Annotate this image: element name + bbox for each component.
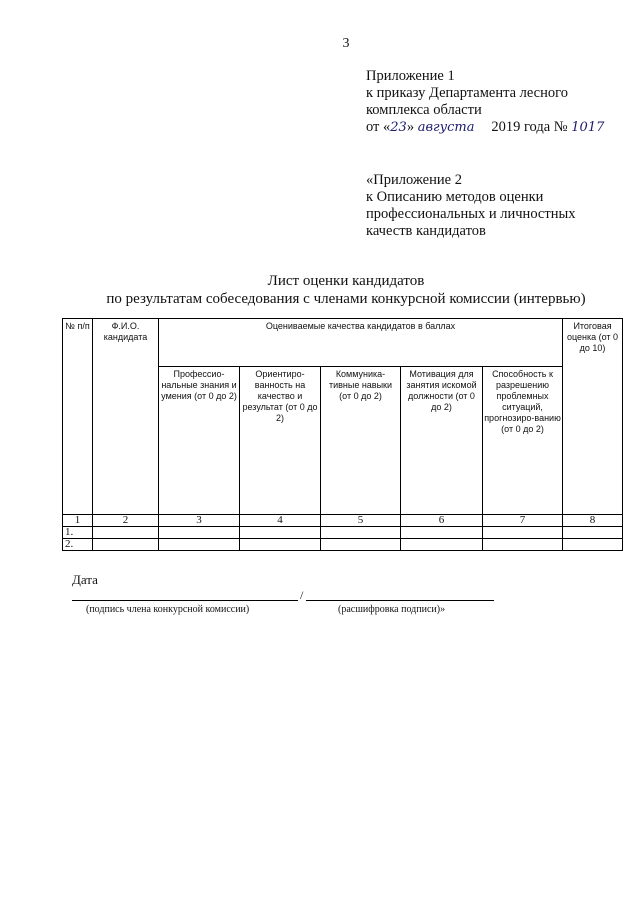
date-label: Дата bbox=[72, 572, 98, 587]
header-total: Итоговая оценка (от 0 до 10) bbox=[563, 319, 623, 515]
col-number-6: 6 bbox=[401, 515, 483, 527]
table-cell bbox=[483, 527, 563, 539]
header-sub-1: Профессио-нальные знания и умения (от 0 до 2) bbox=[159, 367, 240, 515]
row-index: 1. bbox=[63, 527, 93, 539]
signature-caption: (подпись члена конкурсной комиссии) bbox=[86, 604, 250, 615]
handwritten-day: 23 bbox=[390, 120, 407, 135]
document-title bbox=[0, 272, 640, 308]
col-number-5: 5 bbox=[321, 515, 401, 527]
annex1-line2: к приказу Департамента лесного bbox=[366, 85, 568, 101]
header-name: Ф.И.О. кандидата bbox=[93, 319, 159, 515]
annex2-block bbox=[366, 172, 575, 240]
page-number: 3 bbox=[342, 36, 350, 51]
header-sub-4: Мотивация для занятия искомой должности (от 0 до 2) bbox=[401, 367, 483, 515]
table-cell bbox=[321, 527, 401, 539]
col-number-8: 8 bbox=[563, 515, 623, 527]
table-cell bbox=[93, 539, 159, 551]
table-cell bbox=[563, 527, 623, 539]
annex1-line3: комплекса области bbox=[366, 102, 482, 118]
table-cell bbox=[159, 527, 240, 539]
table-cell bbox=[563, 539, 623, 551]
header-sub-2: Ориентиро-ванность на качество и результат (от 0 до 2) bbox=[240, 367, 321, 515]
row-index: 2. bbox=[63, 539, 93, 551]
table-row bbox=[63, 527, 623, 539]
slash: / bbox=[300, 588, 304, 602]
decode-caption: (расшифровка подписи)» bbox=[338, 604, 446, 615]
evaluation-table bbox=[62, 318, 623, 551]
date-prefix: от « bbox=[366, 119, 391, 135]
annex1-line1: Приложение 1 bbox=[366, 68, 455, 84]
annex2-line1: «Приложение 2 bbox=[366, 172, 462, 188]
table-cell bbox=[483, 539, 563, 551]
table-cell bbox=[401, 539, 483, 551]
table-cell bbox=[93, 527, 159, 539]
table-cell bbox=[321, 539, 401, 551]
table-row bbox=[63, 539, 623, 551]
annex2-line4: качеств кандидатов bbox=[366, 223, 486, 239]
col-number-2: 2 bbox=[93, 515, 159, 527]
header-no: № п/п bbox=[63, 319, 93, 515]
title-line1: Лист оценки кандидатов bbox=[267, 273, 425, 289]
col-number-4: 4 bbox=[240, 515, 321, 527]
annex2-line2: к Описанию методов оценки bbox=[366, 189, 544, 205]
col-number-1: 1 bbox=[63, 515, 93, 527]
annex1-block bbox=[366, 68, 604, 136]
table-cell bbox=[401, 527, 483, 539]
title-line2: по результатам собеседования с членами конкурсной комиссии (интервью) bbox=[106, 291, 586, 307]
col-number-7: 7 bbox=[483, 515, 563, 527]
annex2-line3: профессиональных и личностных bbox=[366, 206, 576, 222]
table-cell bbox=[240, 527, 321, 539]
header-group: Оцениваемые качества кандидатов в баллах bbox=[159, 319, 563, 367]
header-sub-5: Способность к разрешению проблемных ситуаций, прогнозиро-ванию (от 0 до 2) bbox=[483, 367, 563, 515]
col-number-3: 3 bbox=[159, 515, 240, 527]
handwritten-month: августа bbox=[417, 120, 475, 135]
header-sub-3: Коммуника-тивные навыки (от 0 до 2) bbox=[321, 367, 401, 515]
year-text: 2019 года № bbox=[491, 119, 568, 135]
date-mid: » bbox=[406, 119, 415, 135]
decode-line bbox=[306, 600, 494, 601]
table-cell bbox=[159, 539, 240, 551]
annex1-date-line bbox=[366, 119, 604, 136]
handwritten-number: 1017 bbox=[571, 120, 605, 135]
table-cell bbox=[240, 539, 321, 551]
signature-line bbox=[72, 600, 298, 601]
